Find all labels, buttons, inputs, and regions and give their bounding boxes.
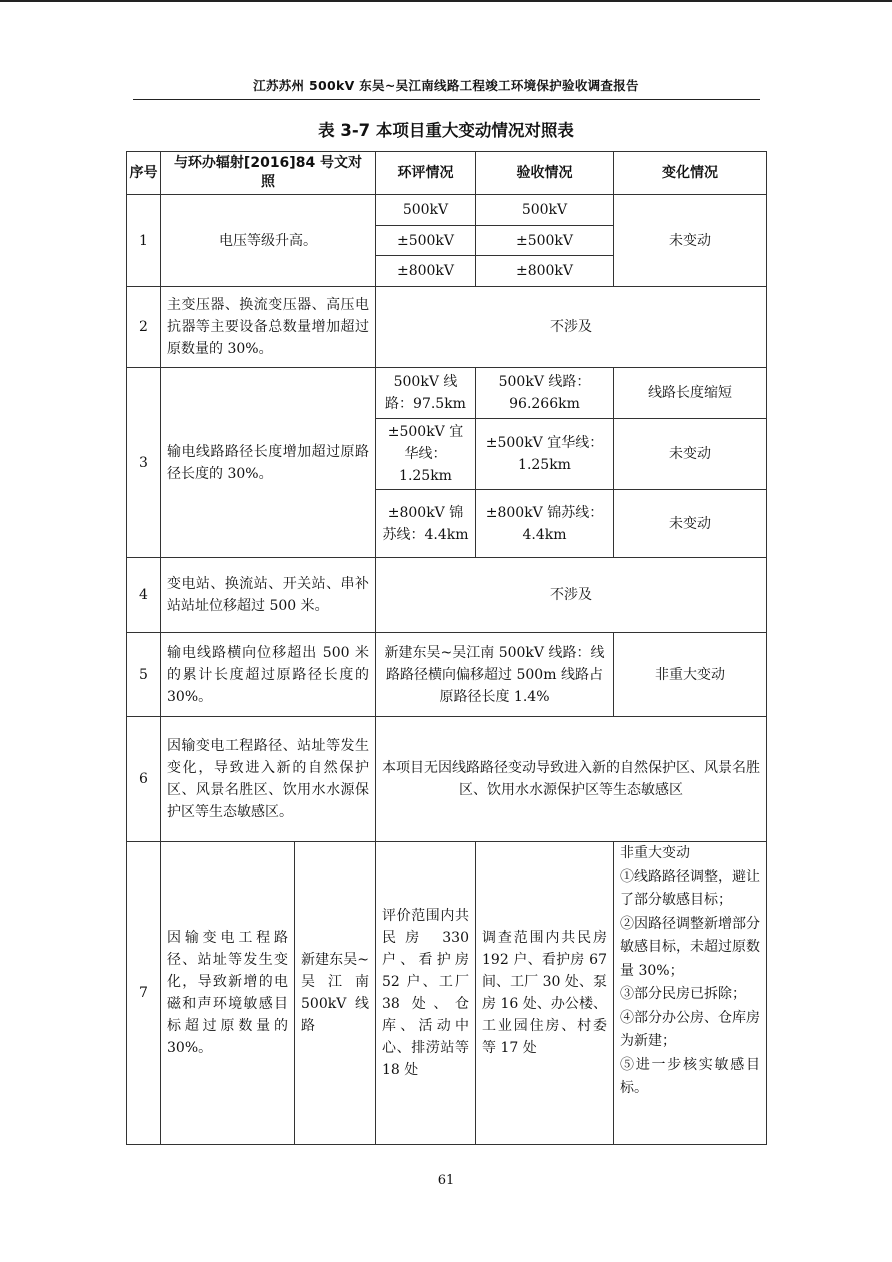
table-row bbox=[127, 633, 767, 717]
document-header: 江苏苏州 500kV 东吴~吴江南线路工程竣工环境保护验收调查报告 bbox=[253, 78, 639, 93]
eia-cell: 500kV 线路：97.5km bbox=[376, 368, 476, 419]
merged-cell: 新建东吴~吴江南 500kV 线路：线路路径横向偏移超过 500m 线路占原路径长度 1.4% bbox=[376, 633, 614, 717]
header-change: 变化情况 bbox=[614, 152, 767, 195]
change-item: ①线路路径调整，避让了部分敏感目标； bbox=[620, 868, 760, 908]
change-item: ②因路径调整新增部分敏感目标，未超过原数量 30%； bbox=[620, 915, 760, 979]
top-border-line bbox=[0, 0, 892, 2]
header-eia: 环评情况 bbox=[376, 152, 476, 195]
eia-cell: ±500kV 宜华线：1.25km bbox=[376, 419, 476, 490]
table-row bbox=[127, 717, 767, 842]
table-row bbox=[127, 368, 767, 419]
merged-cell: 不涉及 bbox=[376, 558, 767, 633]
header-rule bbox=[133, 99, 760, 100]
line-name-cell: 新建东吴~吴江南 500kV 线路 bbox=[295, 842, 376, 1145]
row-number: 7 bbox=[127, 842, 161, 1145]
row-criterion: 因输变电工程路径、站址等发生变化，导致新增的电磁和声环境敏感目标超过原数量的 30%。 bbox=[161, 842, 295, 1145]
row-number: 2 bbox=[127, 287, 161, 368]
change-cell: 未变动 bbox=[614, 195, 767, 287]
merged-cell: 不涉及 bbox=[376, 287, 767, 368]
row-criterion: 输电线路横向位移超出 500 米的累计长度超过原路径长度的 30%。 bbox=[161, 633, 376, 717]
acceptance-cell: 500kV 线路：96.266km bbox=[476, 368, 614, 419]
header-acceptance: 验收情况 bbox=[476, 152, 614, 195]
header-criterion: 与环办辐射[2016]84 号文对照 bbox=[161, 152, 376, 195]
change-title: 非重大变动 bbox=[620, 845, 690, 861]
row-number: 4 bbox=[127, 558, 161, 633]
acceptance-cell: ±800kV 锦苏线：4.4km bbox=[476, 490, 614, 558]
row-criterion: 主变压器、换流变压器、高压电抗器等主要设备总数量增加超过原数量的 30%。 bbox=[161, 287, 376, 368]
page-number: 61 bbox=[437, 1173, 455, 1188]
acceptance-cell: ±800kV bbox=[476, 256, 614, 287]
row-criterion: 因输变电工程路径、站址等发生变化，导致进入新的自然保护区、风景名胜区、饮用水水源保护区等生态敏感区。 bbox=[161, 717, 376, 842]
change-cell: 线路长度缩短 bbox=[614, 368, 767, 419]
major-change-table bbox=[126, 151, 767, 1145]
header-no: 序号 bbox=[127, 152, 161, 195]
eia-cell: 评价范围内共民房 330 户、看护房 52 户、工厂 38 处、仓库、活动中心、排涝站等 18 处 bbox=[376, 842, 476, 1145]
row-number: 3 bbox=[127, 368, 161, 558]
acceptance-cell: 调查范围内共民房 192 户、看护房 67 间、工厂 30 处、泵房 16 处、办公楼、工业园住房、村委等 17 处 bbox=[476, 842, 614, 1145]
table-row bbox=[127, 842, 767, 1145]
change-cell: 未变动 bbox=[614, 419, 767, 490]
eia-cell: ±500kV bbox=[376, 226, 476, 256]
row-criterion: 电压等级升高。 bbox=[161, 195, 376, 287]
acceptance-cell: ±500kV 宜华线：1.25km bbox=[476, 419, 614, 490]
row-number: 6 bbox=[127, 717, 161, 842]
row-number: 5 bbox=[127, 633, 161, 717]
change-cell bbox=[614, 842, 767, 1145]
change-cell: 非重大变动 bbox=[614, 633, 767, 717]
change-item: ④部分办公房、仓库房为新建； bbox=[620, 1009, 760, 1049]
table-row bbox=[127, 195, 767, 226]
eia-cell: ±800kV 锦苏线：4.4km bbox=[376, 490, 476, 558]
table-title: 表 3-7 本项目重大变动情况对照表 bbox=[318, 121, 574, 140]
change-cell: 未变动 bbox=[614, 490, 767, 558]
merged-cell: 本项目无因线路路径变动导致进入新的自然保护区、风景名胜区、饮用水水源保护区等生态敏感区 bbox=[376, 717, 767, 842]
table-header-row bbox=[127, 152, 767, 195]
row-criterion: 输电线路路径长度增加超过原路径长度的 30%。 bbox=[161, 368, 376, 558]
table-row bbox=[127, 287, 767, 368]
eia-cell: 500kV bbox=[376, 195, 476, 226]
change-item: ③部分民房已拆除； bbox=[620, 986, 746, 1002]
eia-cell: ±800kV bbox=[376, 256, 476, 287]
change-item: ⑤进一步核实敏感目标。 bbox=[620, 1056, 760, 1096]
acceptance-cell: ±500kV bbox=[476, 226, 614, 256]
table-row bbox=[127, 558, 767, 633]
acceptance-cell: 500kV bbox=[476, 195, 614, 226]
row-criterion: 变电站、换流站、开关站、串补站站址位移超过 500 米。 bbox=[161, 558, 376, 633]
row-number: 1 bbox=[127, 195, 161, 287]
